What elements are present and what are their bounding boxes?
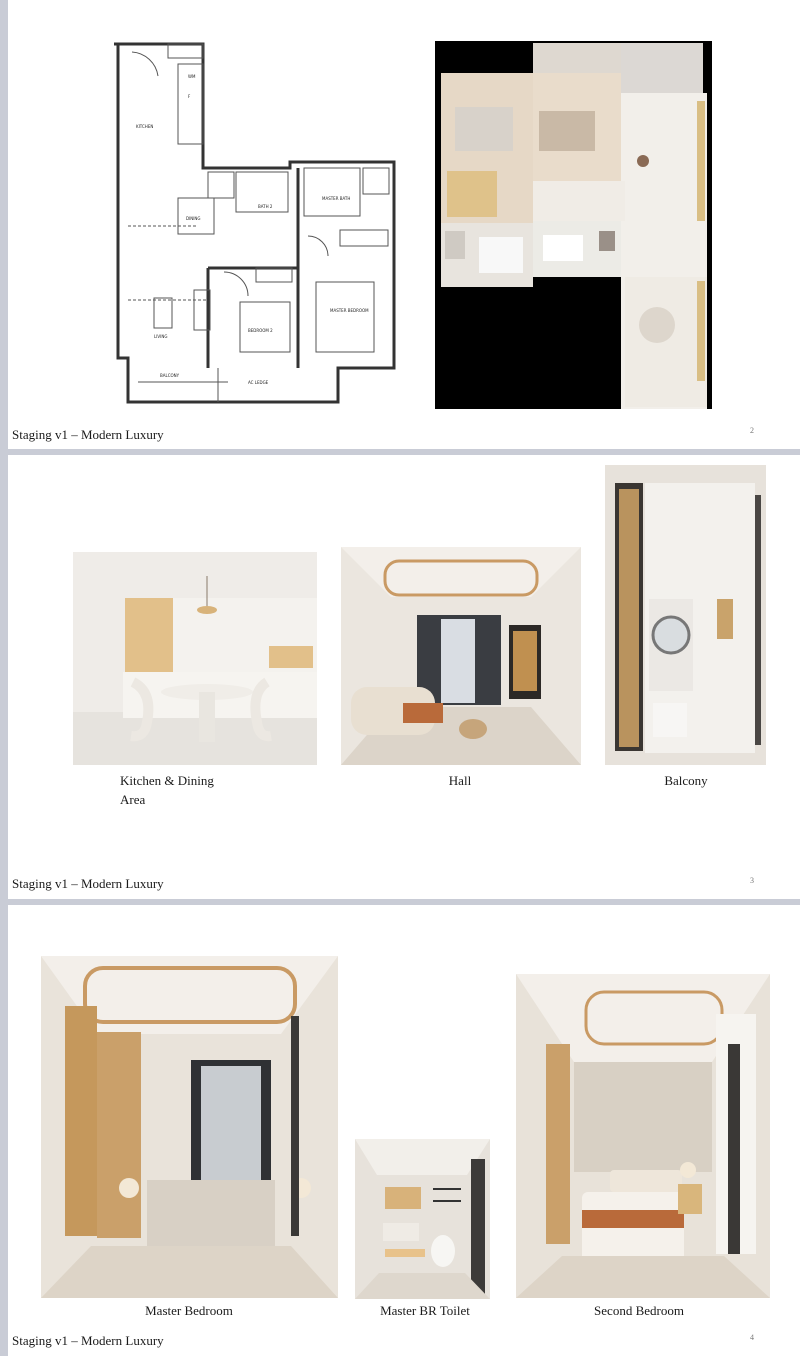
fp-wm-label: WM — [188, 74, 196, 79]
slide-page-4 — [8, 905, 800, 1356]
fp-living-label: LIVING — [154, 334, 168, 339]
caption-kitchen-dining: Kitchen & Dining Area — [120, 773, 214, 807]
fp-balcony-label: BALCONY — [160, 373, 180, 378]
floor-plan-drawing — [108, 40, 408, 408]
page-number: 3 — [750, 876, 754, 885]
slide-footer-title: Staging v1 – Modern Luxury — [12, 876, 164, 891]
fp-ac-ledge-label: AC LEDGE — [248, 380, 269, 385]
caption-master-bedroom: Master Bedroom — [145, 1303, 233, 1318]
fp-master-bedroom-label: MASTER BEDROOM — [330, 308, 369, 313]
slide-page-2 — [8, 0, 800, 449]
slide-page-3 — [8, 455, 800, 899]
fp-bedroom2-label: BEDROOM 2 — [248, 328, 273, 333]
fp-f-label: F — [188, 94, 191, 99]
caption-master-br-toilet: Master BR Toilet — [380, 1303, 470, 1318]
caption-hall: Hall — [448, 773, 472, 788]
slide-footer-title: Staging v1 – Modern Luxury — [12, 427, 164, 442]
slide-footer-title: Staging v1 – Modern Luxury — [12, 1333, 164, 1348]
master-br-toilet-render — [355, 1139, 490, 1299]
fp-master-bath-label: MASTER BATH — [322, 196, 351, 201]
fp-dining-label: DINING — [186, 216, 201, 221]
master-bedroom-render — [41, 956, 338, 1298]
fp-bath2-label: BATH 2 — [258, 204, 273, 209]
page-number: 2 — [750, 426, 754, 435]
second-bedroom-render — [516, 974, 770, 1298]
hall-render — [341, 547, 581, 765]
caption-second-bedroom: Second Bedroom — [594, 1303, 684, 1318]
kitchen-dining-render — [73, 552, 317, 765]
floor-plan-3d-render — [435, 41, 712, 409]
balcony-render — [605, 465, 766, 765]
fp-kitchen-label: KITCHEN — [136, 124, 154, 129]
page-number: 4 — [750, 1333, 754, 1342]
caption-balcony: Balcony — [664, 773, 708, 788]
